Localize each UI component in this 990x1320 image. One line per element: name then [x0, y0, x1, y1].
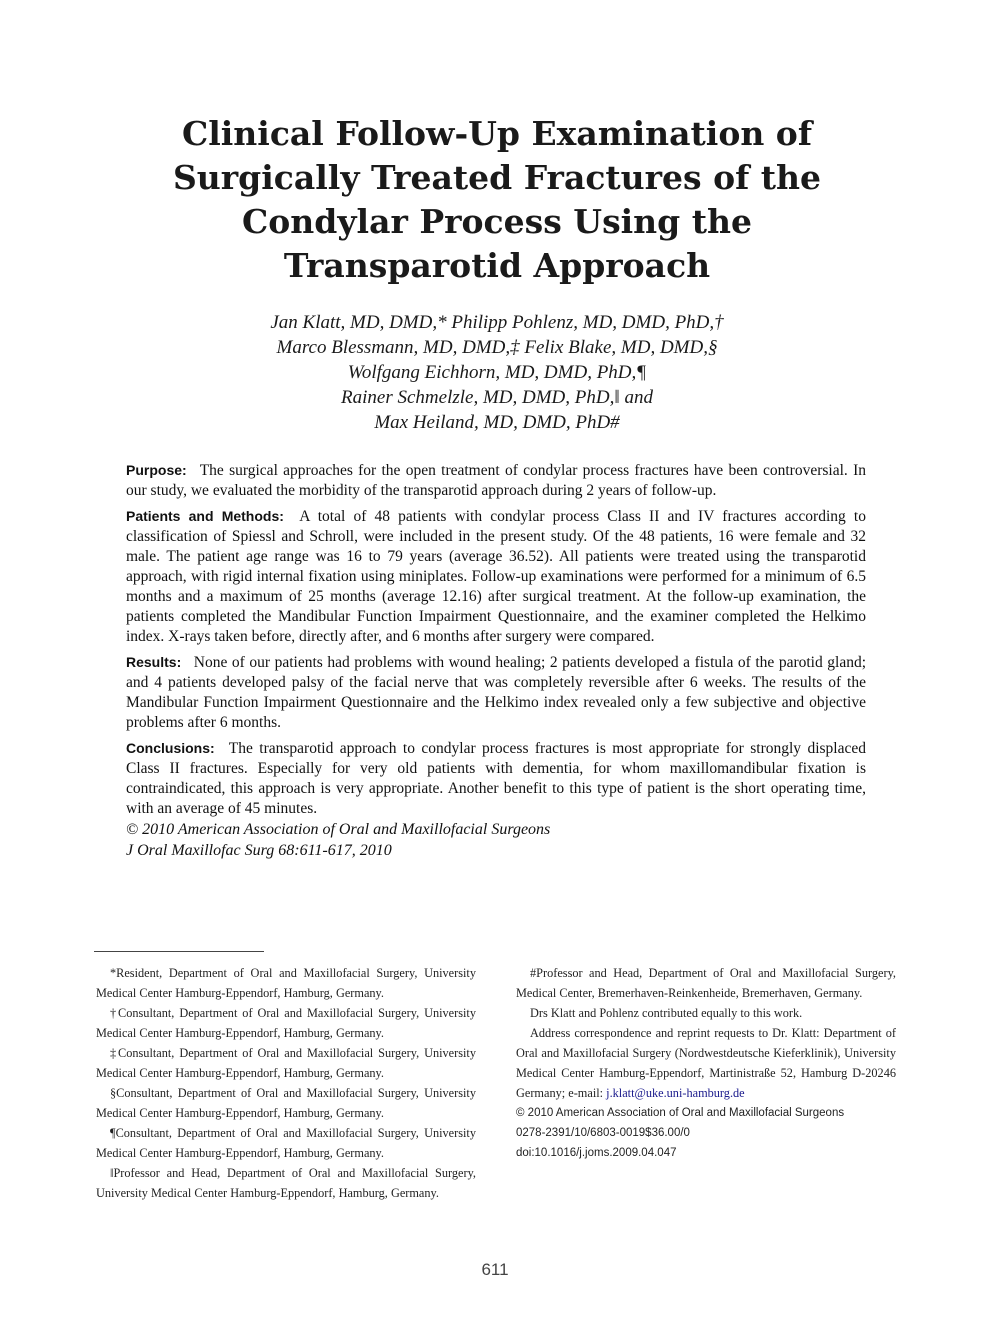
footnote: ¶Consultant, Department of Oral and Maxillofacial Surgery, University Medical Center Hamburg-Eppendorf, Hamburg, Germany. [96, 1126, 476, 1160]
journal-citation: J Oral Maxillofac Surg 68:611-617, 2010 [126, 842, 392, 859]
author-line: Rainer Schmelzle, MD, DMD, PhD,‖ and [341, 387, 653, 408]
footnote-address [516, 1023, 896, 1103]
author-line: Marco Blessmann, MD, DMD,‡ Felix Blake, MD, DMD,§ [276, 337, 718, 358]
results-heading: Results: [126, 654, 182, 670]
author-list [120, 310, 874, 435]
page-number: 611 [481, 1260, 509, 1279]
abstract-purpose [126, 460, 866, 501]
title-line: Surgically Treated Fractures of the [172, 158, 822, 197]
footnote: *Resident, Department of Oral and Maxillofacial Surgery, University Medical Center Hamburg-Eppendorf, Hamburg, Germany. [96, 966, 476, 1000]
address-text: Address correspondence and reprint requests to Dr. Klatt: Department of Oral and Maxillofacial Surgery (Nordwestdeutsche Kieferklinik), University Medical Center Hamburg-Eppendorf, Martinistraße 52, Hamburg D-20246 Germany; e-mail: [516, 1026, 896, 1100]
footnotes-left-column [96, 963, 476, 1203]
footnote-professor: #Professor and Head, Department of Oral and Maxillofacial Surgery, Medical Center, Bremerhaven-Reinkenheide, Bremerhaven, Germany. [516, 966, 896, 1000]
footnote: †Consultant, Department of Oral and Maxillofacial Surgery, University Medical Center Hamburg-Eppendorf, Hamburg, Germany. [96, 1006, 476, 1040]
results-text: None of our patients had problems with wound healing; 2 patients developed a fistula of the parotid gland; and 4 patients developed palsy of the facial nerve that was completely reversible after 6 weeks. The results of the Mandibular Function Impairment Questionnaire and the Helkimo index revealed only a few subjective and objective problems after 6 months. [126, 654, 867, 731]
methods-heading: Patients and Methods: [126, 508, 284, 524]
footnote: §Consultant, Department of Oral and Maxillofacial Surgery, University Medical Center Hamburg-Eppendorf, Hamburg, Germany. [96, 1086, 476, 1120]
article-title [120, 112, 874, 288]
title-line: Transparotid Approach [283, 246, 711, 285]
footnote: ‡Consultant, Department of Oral and Maxillofacial Surgery, University Medical Center Hamburg-Eppendorf, Hamburg, Germany. [96, 1046, 476, 1080]
footnote-divider [94, 951, 264, 952]
footnote-doi: doi:10.1016/j.joms.2009.04.047 [516, 1147, 677, 1159]
title-line: Clinical Follow-Up Examination of [181, 114, 813, 153]
conclusions-heading: Conclusions: [126, 740, 215, 756]
purpose-text: The surgical approaches for the open treatment of condylar process fractures have been controversial. In our study, we evaluated the morbidity of the transparotid approach during 2 years of follow-up. [126, 462, 866, 499]
purpose-heading: Purpose: [126, 462, 187, 478]
footnote: ‖Professor and Head, Department of Oral and Maxillofacial Surgery, University Medical Center Hamburg-Eppendorf, Hamburg, Germany. [96, 1166, 476, 1200]
abstract-results [126, 652, 866, 733]
footnote-issn: 0278-2391/10/6803-0019$36.00/0 [516, 1127, 690, 1139]
author-line: Jan Klatt, MD, DMD,* Philipp Pohlenz, MD, DMD, PhD,† [270, 312, 724, 333]
abstract-copyright: © 2010 American Association of Oral and Maxillofacial Surgeons [126, 821, 551, 838]
author-line: Max Heiland, MD, DMD, PhD# [374, 412, 620, 433]
footnote-contribution: Drs Klatt and Pohlenz contributed equally to this work. [530, 1006, 803, 1020]
abstract-conclusions [126, 738, 866, 819]
title-line: Condylar Process Using the [242, 202, 752, 241]
email-link[interactable]: j.klatt@uke.uni-hamburg.de [606, 1086, 745, 1100]
abstract-methods [126, 506, 866, 647]
methods-text: A total of 48 patients with condylar process Class II and IV fractures according to classification of Spiessl and Schroll, were included in the present study. Of the 48 patients, 16 were female and 32 male. The patient age range was 16 to 79 years (average 36.52). All patients were treated using the transparotid approach, with rigid internal fixation using miniplates. Follow-up examinations were performed for a minimum of 6.5 months and a maximum of 25 months (average 12.16) after surgical treatment. At the follow-up examination, the patients completed the Mandibular Function Impairment Questionnaire, and the examiner completed the Helkimo index. X-rays taken before, directly after, and 6 months after surgery were compared. [126, 508, 866, 645]
author-line: Wolfgang Eichhorn, MD, DMD, PhD,¶ [347, 362, 647, 383]
conclusions-text: The transparotid approach to condylar process fractures is most appropriate for strongly displaced Class II fractures. Especially for very old patients with dementia, for whom maxillomandibular fixation is contraindicated, this approach is very appropriate. Another benefit to this type of patient is the short operating time, with an average of 45 minutes. [126, 740, 866, 817]
footnotes-right-column [516, 963, 896, 1163]
footnote-copyright: © 2010 American Association of Oral and Maxillofacial Surgeons [516, 1107, 845, 1119]
abstract [126, 460, 866, 861]
